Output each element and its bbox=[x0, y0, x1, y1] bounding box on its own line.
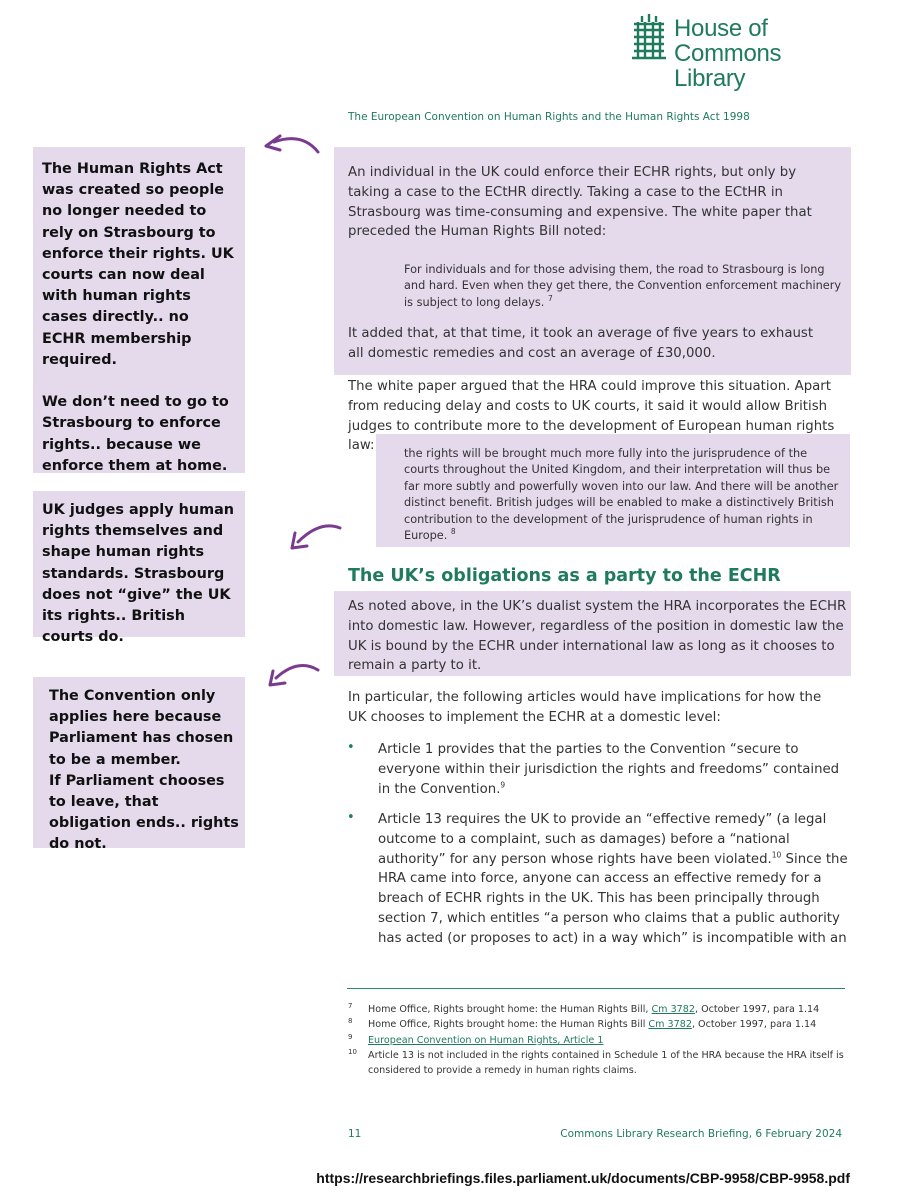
footnote-text: Home Office, Rights brought home: the Human Rights Bill bbox=[368, 1019, 649, 1030]
footnote-number: 9 bbox=[348, 1033, 353, 1041]
footnote-ref-7: 7 bbox=[548, 294, 553, 304]
footnote-ref-9: 9 bbox=[500, 780, 506, 790]
footnote-link-cm-3782[interactable]: Cm 3782 bbox=[651, 1004, 695, 1015]
logo-line-2: Library bbox=[674, 65, 746, 92]
footnote-number: 8 bbox=[348, 1017, 353, 1025]
paragraph-1: An individual in the UK could enforce their ECHR rights, but only by taking a case to the ECtHR directly. Taking a case to the ECtHR in Strasbourg was time-consuming and expensive. The white paper that preceded the Human Rights Bill noted: bbox=[348, 165, 812, 240]
annotation-note-2: UK judges apply human rights themselves and shape human rights standards. Strasbourg does not “give” the UK its rights.. British courts do. bbox=[33, 491, 245, 637]
block-quote-2-text: the rights will be brought much more fully into the jurisprudence of the courts throughout the United Kingdom, and their interpretation will thus be far more subtly and powerfully woven into our law. And there will be another distinct benefit. British judges will be enabled to make a distinctively British contribution to the development of the jurisprudence of human rights in Europe. bbox=[404, 447, 839, 543]
footnote-ref-10: 10 bbox=[771, 850, 782, 860]
bullet-1-marker: • bbox=[347, 740, 355, 755]
footnote-text: Article 13 is not included in the rights contained in Schedule 1 of the HRA because the HRA itself is considered to provide a remedy in human rights claims. bbox=[368, 1050, 844, 1076]
section-heading: The UK’s obligations as a party to the ECHR bbox=[348, 566, 781, 586]
footnote-link-echr-article-1[interactable]: European Convention on Human Rights, Article 1 bbox=[368, 1035, 604, 1046]
paragraph-3: The white paper argued that the HRA could improve this situation. Apart from reducing delay and costs to UK courts, it said it would allow British judges to contribute more to the development of European human rights law: bbox=[348, 379, 835, 454]
page-number: 11 bbox=[348, 1128, 362, 1140]
portcullis-icon bbox=[630, 14, 668, 64]
paragraph-5: In particular, the following articles would have implications for how the UK chooses to implement the ECHR at a domestic level: bbox=[348, 690, 822, 725]
footnote-link-cm-3782[interactable]: Cm 3782 bbox=[648, 1019, 692, 1030]
bullet-2 bbox=[378, 810, 848, 949]
footnote-text: Home Office, Rights brought home: the Human Rights Bill, bbox=[368, 1004, 652, 1015]
block-quote-2 bbox=[404, 446, 844, 544]
footnote-text-tail: , October 1997, para 1.14 bbox=[694, 1004, 820, 1015]
bullet-1-text: Article 1 provides that the parties to the Convention “secure to everyone within their jurisdiction the rights and freedoms” contained in the Convention. bbox=[378, 742, 840, 797]
bullet-2-text-a: Article 13 requires the UK to provide an “effective remedy” (a legal outcome to a complaint, such as damages) before a “national authority” for any person whose rights have been violated. bbox=[378, 812, 827, 867]
footnote-text-tail: , October 1997, para 1.14 bbox=[691, 1019, 817, 1030]
paragraph-4: As noted above, in the UK’s dualist system the HRA incorporates the ECHR into domestic law. However, regardless of the position in domestic law the UK is bound by the ECHR under international law as long as it chooses to remain a party to it. bbox=[348, 599, 847, 674]
footnote-rule bbox=[347, 988, 845, 989]
footnote-number: 10 bbox=[348, 1048, 357, 1056]
paragraph-2: It added that, at that time, it took an average of five years to exhaust all domestic remedies and cost an average of £30,000. bbox=[348, 326, 814, 361]
curved-arrow-icon bbox=[262, 658, 324, 692]
annotation-note-3: The Convention only applies here because Parliament has chosen to be a member. If Parliament chooses to leave, that obligation ends.. rights do not. bbox=[33, 677, 245, 848]
footnote-ref-8: 8 bbox=[450, 527, 456, 537]
source-url[interactable]: https://researchbriefings.files.parliament.uk/documents/CBP-9958/CBP-9958.pdf bbox=[316, 1170, 850, 1186]
house-of-commons-library-logo bbox=[630, 12, 880, 92]
logo-line-1: House of Commons bbox=[674, 15, 782, 67]
annotation-note-1: The Human Rights Act was created so people no longer needed to rely on Strasbourg to enforce their rights. UK courts can now deal with human rights cases directly.. no ECHR membership required. We don’t need to go to Strasbourg to enforce rights.. because we enforce them at home. bbox=[33, 147, 245, 473]
bullet-2-text-b: Since the HRA came into force, anyone can access an effective remedy for a breach of ECHR rights in the UK. This has been principally through section 7, which entitles “a person who claims that a public authority has acted (or proposes to act) in a way which” is incompatible with an bbox=[378, 851, 848, 946]
block-quote-1 bbox=[404, 262, 844, 311]
curved-arrow-icon bbox=[284, 518, 346, 554]
footnote-number: 7 bbox=[348, 1002, 353, 1010]
bullet-1 bbox=[378, 740, 843, 799]
bullet-2-marker: • bbox=[347, 810, 355, 825]
footer-briefing-title: Commons Library Research Briefing, 6 February 2024 bbox=[560, 1128, 842, 1140]
block-quote-1-text: For individuals and for those advising them, the road to Strasbourg is long and hard. Even when they get there, the Convention enforcement machinery is subject to long delays. bbox=[404, 263, 842, 309]
running-head: The European Convention on Human Rights and the Human Rights Act 1998 bbox=[348, 111, 750, 123]
curved-arrow-icon bbox=[260, 128, 324, 158]
